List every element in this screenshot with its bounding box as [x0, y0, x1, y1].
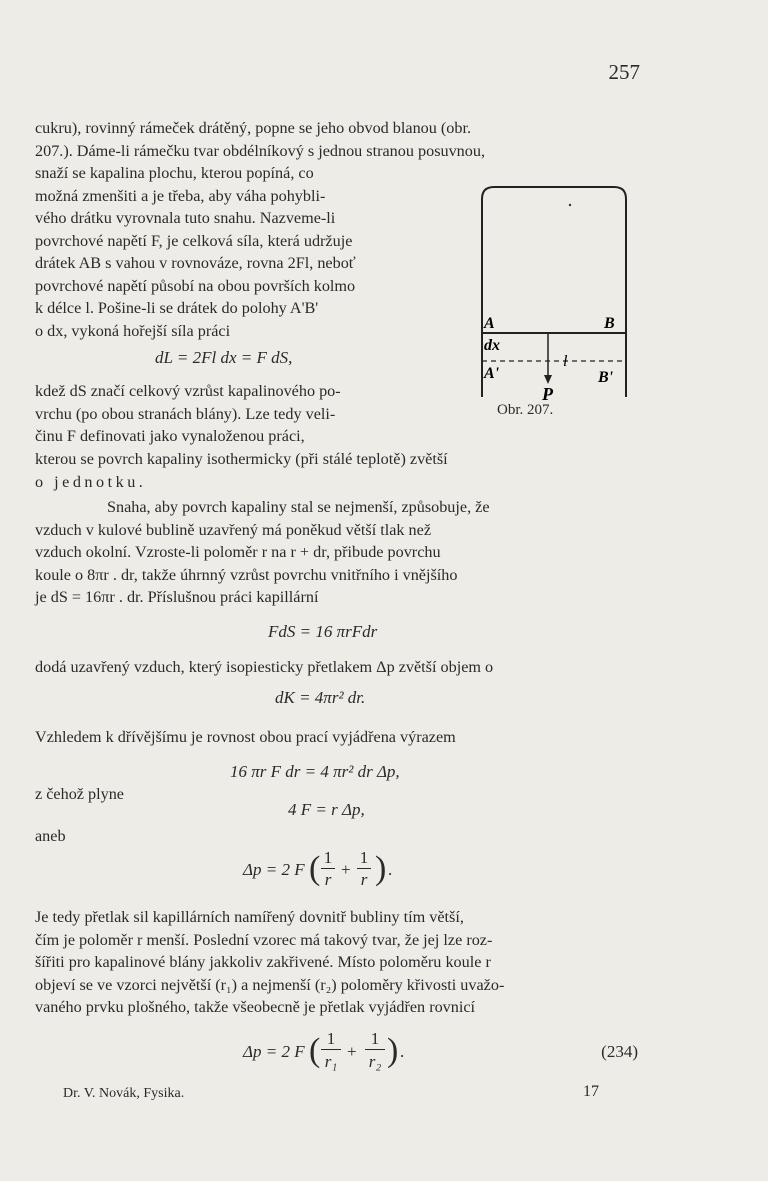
text-line: čím je poloměr r menší. Poslední vzorec má takový tvar, že jej lze roz- — [35, 930, 493, 949]
equation-dl: dL = 2Fl dx = F dS, — [155, 348, 293, 367]
text-line: o jednotku. — [35, 472, 147, 491]
text-line: k délce l. Pošine-li se drátek do polohy A'B' — [35, 299, 319, 317]
frame-diagram — [470, 175, 640, 415]
text-line: dodá uzavřený vzduch, který isopiesticky přetlakem Δp zvětší objem o — [35, 658, 494, 676]
text-line: Vzhledem k dřívějšímu je rovnost obou prací vyjádřena výrazem — [35, 728, 456, 746]
text-line: kterou se povrch kapaliny isothermicky (při stálé teplotě) zvětší — [35, 450, 448, 468]
text-line: šířiti pro kapalinové blány jakkoliv zakřivené. Místo poloměru koule r — [35, 953, 491, 971]
text-line: 207.). Dáme-li rámečku tvar obdélníkový s jednou stranou posuvnou, — [35, 141, 486, 160]
equation-dk: dK = 4πr² dr. — [275, 688, 366, 707]
label-aneb: aneb — [35, 827, 66, 845]
figure-207 — [470, 175, 640, 435]
label-dx: dx — [484, 337, 500, 354]
intro-paragraph — [35, 117, 635, 162]
text-line: vzduch v kulové bublině uzavřený má poněkud větší tlak než — [35, 520, 432, 539]
definition-lines — [35, 448, 635, 493]
generalization-paragraph — [35, 906, 635, 1019]
footer-sheet-number: 17 — [583, 1083, 599, 1100]
text-line: Je tedy přetlak sil kapillárních namířený dovnitř bubliny tím větší, — [35, 908, 464, 926]
text-line: možná zmenšiti a je třeba, aby váha pohybli- — [35, 186, 326, 205]
text-line: objeví se ve vzorci největší (r₁) a nejmenší (r₂) poloměry křivosti uvažo- — [35, 975, 505, 994]
equation-fds: FdS = 16 πrFdr — [268, 622, 378, 641]
text-line: drátek AB s vahou v rovnováze, rovna 2Fl, neboť — [35, 254, 356, 272]
text-line: vrchu (po obou stranách blány). Lze tedy veli- — [35, 404, 336, 423]
label-z-ceho: z čehož plyne — [35, 785, 124, 803]
label-a: A — [484, 315, 495, 332]
text-line: cukru), rovinný rámeček drátěný, popne se jeho obvod blanou (obr. — [35, 119, 472, 137]
label-b: B — [604, 315, 615, 332]
equation-equality: 16 πr F dr = 4 πr² dr Δp, — [230, 762, 400, 781]
label-b-prime: B' — [598, 369, 614, 386]
wrap-paragraph — [35, 162, 455, 342]
equation-number: (234) — [601, 1042, 638, 1061]
wrap-paragraph-2 — [35, 380, 455, 448]
text-line: o dx, vykoná hořejší síla práci — [35, 321, 231, 340]
text-line: činu F definovati jako vynaloženou práci, — [35, 427, 305, 445]
text-line: vého drátku vyrovnala tuto snahu. Nazveme-li — [35, 209, 336, 227]
text-line: koule o 8πr . dr, takže úhrnný vzrůst povrchu vnitřního i vnějšího — [35, 565, 458, 584]
label-l: l — [563, 353, 568, 370]
text-line: povrchové napětí F, je celková síla, která udržuje — [35, 231, 353, 250]
text-line: povrchové napětí působí na obou površích kolmo — [35, 276, 356, 295]
text-vzhledem — [35, 726, 635, 749]
text-line: Snaha, aby povrch kapaliny stal se nejmenší, způsobuje, že — [107, 498, 490, 516]
text-line: vzduch okolní. Vzroste-li poloměr r na r + dr, přibude povrchu — [35, 543, 441, 561]
book-page: 257 cukru), rovinný rámeček drátěný, popne se jeho obvod blanou (obr. 207.). Dáme-li rámečku tvar obdélníkový s jednou stranou posuvnou, snaží se kapalina plochu, kterou popíná, co možná zmenšiti a je třeba, aby váha pohybli- vého drátku vyrovnala tuto snahu. Nazveme-li povrchové napětí F, je celková síla, která udržuje drátek AB s vahou v rovnováze, rovna 2Fl, neboť povrchové napětí působí na obou površích kolmo k délce l. Pošine-li se drátek do polohy A'B' o dx, vykoná hořejší síla práci dL = 2Fl dx = F dS, kdež dS značí celkový vzrůst kapalinového po- vrchu (po obou stranách blány). Lze tedy veli- činu F definovati jako vynaloženou práci, kterou se povrch kapaliny isothermicky (při stálé teplotě) zvětší o jednotku. A B dx A' B' l P Obr. 207. Snaha, aby povrch kapaliny stal se nejmenší, způsobuje, že vzduch v kulové bublině uzavřený má poněkud větší tlak než vzduch okolní. Vzroste-li poloměr r na r + dr, přibude povrchu koule o 8πr . dr, takže úhrnný vzrůst povrchu vnitřního i vnějšího je dS = 16πr . dr. Příslušnou práci kapillární FdS = 16 πrFdr dodá uzavřený vzduch, který isopiesticky přetlakem Δp zvětší objem o dK = 4πr² dr. Vzhledem k dřívějšímu je rovnost obou prací vyjádřena výrazem 16 πr F dr = 4 πr² dr Δp, z čehož plyne 4 F = r Δp, aneb Δp = 2 F ( 1 r + 1 r ) . Je tedy přetlak sil kapillárních namířený dovnitř bubliny tím větší, čím je poloměr r menší. Poslední vzorec má takový tvar, že jej lze roz- šířiti pro kapalinové blány jakkoliv zakřivené. Místo poloměru koule r objeví se ve vzorci největší (r₁) a nejmenší (r₂) poloměry křivosti uvažo- vaného prvku plošného, takže všeobecně je přetlak vyjádřen rovnicí Δp = 2 F ( 1 r₁ + 1 r₂ ) . (234) Dr. V. Novák, Fysika. 17 — [35, 60, 640, 1101]
text-line: snaží se kapalina plochu, kterou popíná, co — [35, 164, 314, 182]
label-p: P — [542, 384, 553, 404]
text-line: kdež dS značí celkový vzrůst kapalinového po- — [35, 382, 341, 400]
text-line: je dS = 16πr . dr. Příslušnou práci kapillární — [35, 588, 319, 606]
equation-4f: 4 F = r Δp, — [288, 800, 365, 819]
text-line: vaného prvku plošného, takže všeobecně je přetlak vyjádřen rovnicí — [35, 998, 476, 1016]
text-after-eq2 — [35, 656, 635, 679]
bubble-paragraph — [35, 496, 635, 609]
footer-author: Dr. V. Novák, Fysika. — [63, 1086, 185, 1101]
page-number: 257 — [608, 60, 640, 84]
equation-234: Δp = 2 F ( 1 r₁ + 1 r₂ ) . (234) — [243, 1029, 638, 1071]
figure-caption: Obr. 207. — [497, 402, 554, 418]
label-a-prime: A' — [484, 365, 500, 382]
